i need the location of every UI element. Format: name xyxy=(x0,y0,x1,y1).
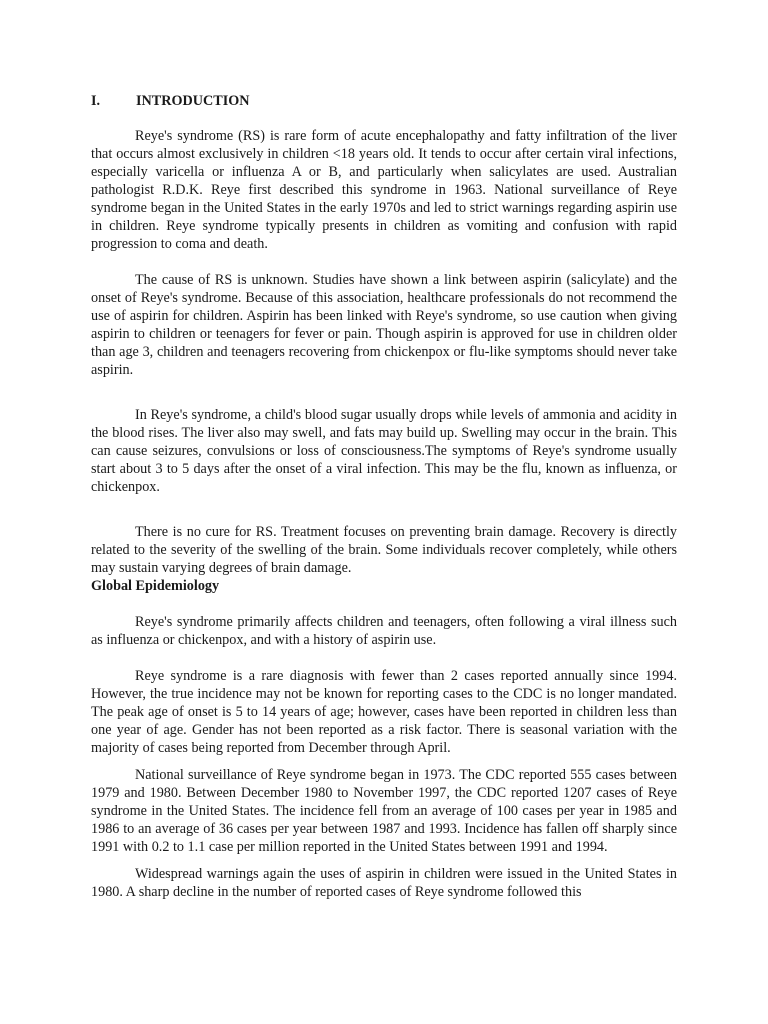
epi-paragraph-2: Reye syndrome is a rare diagnosis with fewer than 2 cases reported annually since 1994. However, the true incidence may not be known for reporting cases to the CDC is no longer mandated. The peak age of onset is 5 to 14 years of age; however, cases have been reported in children less than one year of age. Gender has not been reported as a risk factor. There is seasonal variation with the majority of cases being reported from December through April. xyxy=(91,668,677,756)
section-title: INTRODUCTION xyxy=(136,93,250,109)
section-heading-introduction xyxy=(91,92,677,110)
epi-paragraph-1: Reye's syndrome primarily affects children and teenagers, often following a viral illness such as influenza or chickenpox, and with a history of aspirin use. xyxy=(91,614,677,648)
intro-paragraph-4: There is no cure for RS. Treatment focuses on preventing brain damage. Recovery is directly related to the severity of the swelling of the brain. Some individuals recover completely, while others may sustain varying degrees of brain damage. xyxy=(91,524,677,576)
intro-paragraph-1: Reye's syndrome (RS) is rare form of acute encephalopathy and fatty infiltration of the liver that occurs almost exclusively in children <18 years old. It tends to occur after certain viral infections, especially varicella or influenza A or B, and particularly when salicylates are used. Australian pathologist R.D.K. Reye first described this syndrome in 1963. National surveillance of Reye syndrome began in the United States in the early 1970s and led to strict warnings regarding aspirin use in children. Reye syndrome typically presents in children as vomiting and confusion with rapid progression to coma and death. xyxy=(91,128,677,252)
intro-paragraph-3: In Reye's syndrome, a child's blood sugar usually drops while levels of ammonia and acidity in the blood rises. The liver also may swell, and fats may build up. Swelling may occur in the brain. This can cause seizures, convulsions or loss of consciousness.The symptoms of Reye's syndrome usually start about 3 to 5 days after the onset of a viral infection. This may be the flu, known as influenza, or chickenpox. xyxy=(91,407,677,495)
section-heading-global-epidemiology: Global Epidemiology xyxy=(91,578,220,594)
epi-paragraph-4: Widespread warnings again the uses of aspirin in children were issued in the United States in 1980. A sharp decline in the number of reported cases of Reye syndrome followed this xyxy=(91,866,677,900)
section-number: I. xyxy=(91,93,101,109)
epi-paragraph-3: National surveillance of Reye syndrome began in 1973. The CDC reported 555 cases between 1979 and 1980. Between December 1980 to November 1997, the CDC reported 1207 cases of Reye syndrome in the United States. The incidence fell from an average of 100 cases per year in 1985 and 1986 to an average of 36 cases per year between 1987 and 1993. Incidence has fallen off sharply since 1991 with 0.2 to 1.1 case per million reported in the United States between 1991 and 1994. xyxy=(91,767,677,855)
intro-paragraph-2: The cause of RS is unknown. Studies have shown a link between aspirin (salicylate) and the onset of Reye's syndrome. Because of this association, healthcare professionals do not recommend the use of aspirin for children. Aspirin has been linked with Reye's syndrome, so use caution when giving aspirin to children or teenagers for fever or pain. Though aspirin is approved for use in children older than age 3, children and teenagers recovering from chickenpox or flu-like symptoms should never take aspirin. xyxy=(91,272,677,378)
